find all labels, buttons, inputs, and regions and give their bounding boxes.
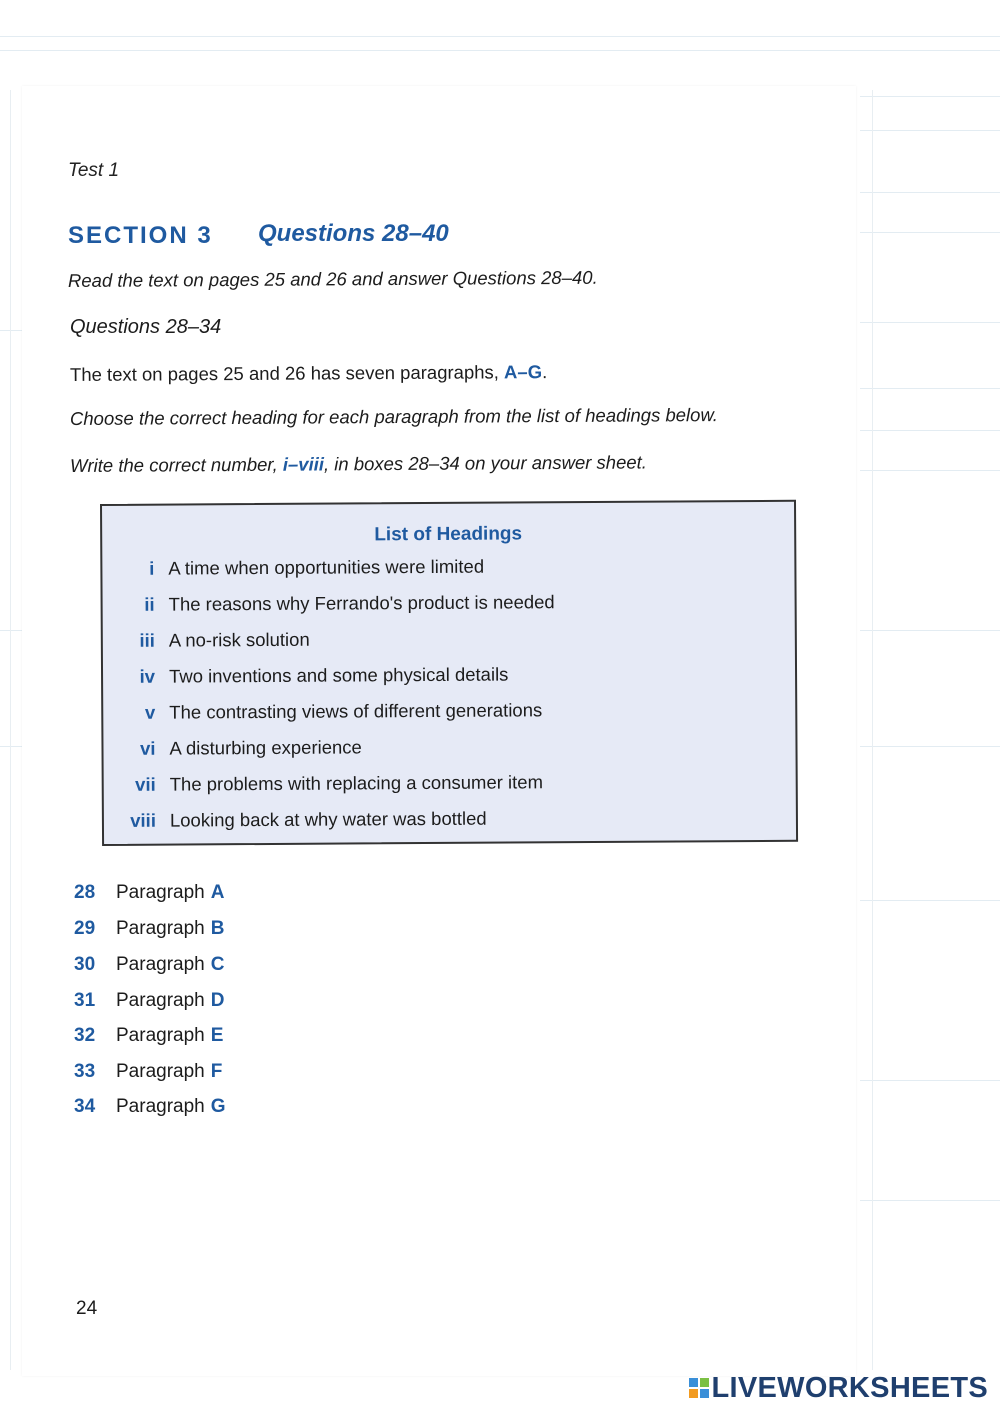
read-instruction: Read the text on pages 25 and 26 and answer Questions 28–40. — [67, 266, 598, 291]
paragraph-letter: E — [210, 1025, 224, 1046]
heading-text: The problems with replacing a consumer item — [169, 771, 544, 795]
paragraphs-text: The text on pages 25 and 26 has seven paragraphs, — [69, 361, 505, 385]
heading-number: iv — [139, 665, 156, 687]
paragraphs-range: A–G — [503, 361, 543, 383]
heading-number: viii — [130, 809, 156, 831]
heading-text: The reasons why Ferrando's product is needed — [168, 591, 555, 615]
heading-item — [102, 556, 484, 588]
write-range: i–viii — [282, 453, 325, 475]
paragraph-letter: G — [210, 1096, 226, 1117]
paragraph-label: Paragraph — [116, 1096, 205, 1117]
section-title: SECTION 3 — [68, 222, 213, 249]
heading-item — [103, 629, 310, 660]
question-number: 29 — [74, 918, 96, 939]
heading-item — [104, 771, 543, 804]
question-number: 33 — [74, 1061, 96, 1082]
question-row-31[interactable] — [74, 990, 224, 1012]
paragraph-letter: B — [210, 918, 225, 939]
paragraph-letter: F — [210, 1061, 223, 1082]
list-of-headings-box — [100, 500, 798, 846]
question-row-32[interactable] — [74, 1025, 223, 1047]
brand-text: LIVEWORKSHEETS — [711, 1371, 988, 1404]
question-row-34[interactable] — [74, 1096, 226, 1118]
question-number: 34 — [74, 1096, 96, 1117]
heading-text: A time when opportunities were limited — [168, 555, 485, 579]
paragraph-label: Paragraph — [116, 954, 205, 975]
heading-number: vii — [135, 773, 156, 795]
write-suffix: , in boxes 28–34 on your answer sheet. — [323, 451, 647, 475]
paragraphs-end: . — [542, 361, 548, 383]
question-row-29[interactable] — [74, 918, 224, 940]
question-row-30[interactable] — [74, 954, 224, 976]
heading-item — [103, 736, 362, 768]
heading-number: vi — [139, 737, 156, 759]
liveworksheets-logo-icon — [689, 1378, 709, 1398]
heading-item — [104, 808, 487, 840]
write-instruction — [70, 451, 647, 477]
test-label: Test 1 — [68, 160, 120, 181]
paragraph-letter: D — [210, 990, 225, 1011]
question-row-33[interactable] — [74, 1061, 222, 1083]
heading-item — [103, 591, 555, 624]
heading-number: v — [144, 701, 156, 723]
paragraph-letter: C — [210, 954, 225, 975]
questions-range-title: Questions 28–40 — [258, 220, 449, 247]
paragraph-label: Paragraph — [116, 882, 205, 903]
heading-number: i — [149, 557, 155, 579]
paragraph-letter: A — [210, 882, 225, 903]
test-page — [22, 86, 856, 1376]
question-row-28[interactable] — [74, 882, 224, 904]
heading-number: iii — [139, 629, 155, 651]
heading-item — [103, 699, 542, 732]
heading-text: A no-risk solution — [168, 628, 310, 651]
heading-text: The contrasting views of different generations — [169, 699, 543, 723]
write-prefix: Write the correct number, — [69, 453, 283, 476]
question-number: 28 — [74, 882, 96, 903]
paragraphs-description — [70, 361, 547, 386]
paragraph-label: Paragraph — [116, 1061, 205, 1082]
heading-text: Two inventions and some physical details — [168, 663, 509, 687]
questions-subheading: Questions 28–34 — [70, 316, 222, 338]
page-number: 24 — [76, 1298, 98, 1319]
heading-text: Looking back at why water was bottled — [169, 807, 487, 831]
choose-instruction: Choose the correct heading for each paragraph from the list of headings below. — [69, 404, 718, 429]
paragraph-label: Paragraph — [116, 1025, 205, 1046]
question-number: 30 — [74, 954, 96, 975]
question-number: 31 — [74, 990, 96, 1011]
paragraph-label: Paragraph — [116, 990, 205, 1011]
heading-text: A disturbing experience — [169, 736, 362, 759]
heading-number: ii — [144, 593, 155, 615]
liveworksheets-brand — [689, 1370, 989, 1406]
paragraph-label: Paragraph — [116, 918, 205, 939]
heading-item — [103, 664, 509, 696]
headings-title: List of Headings — [374, 523, 523, 546]
question-number: 32 — [74, 1025, 96, 1046]
